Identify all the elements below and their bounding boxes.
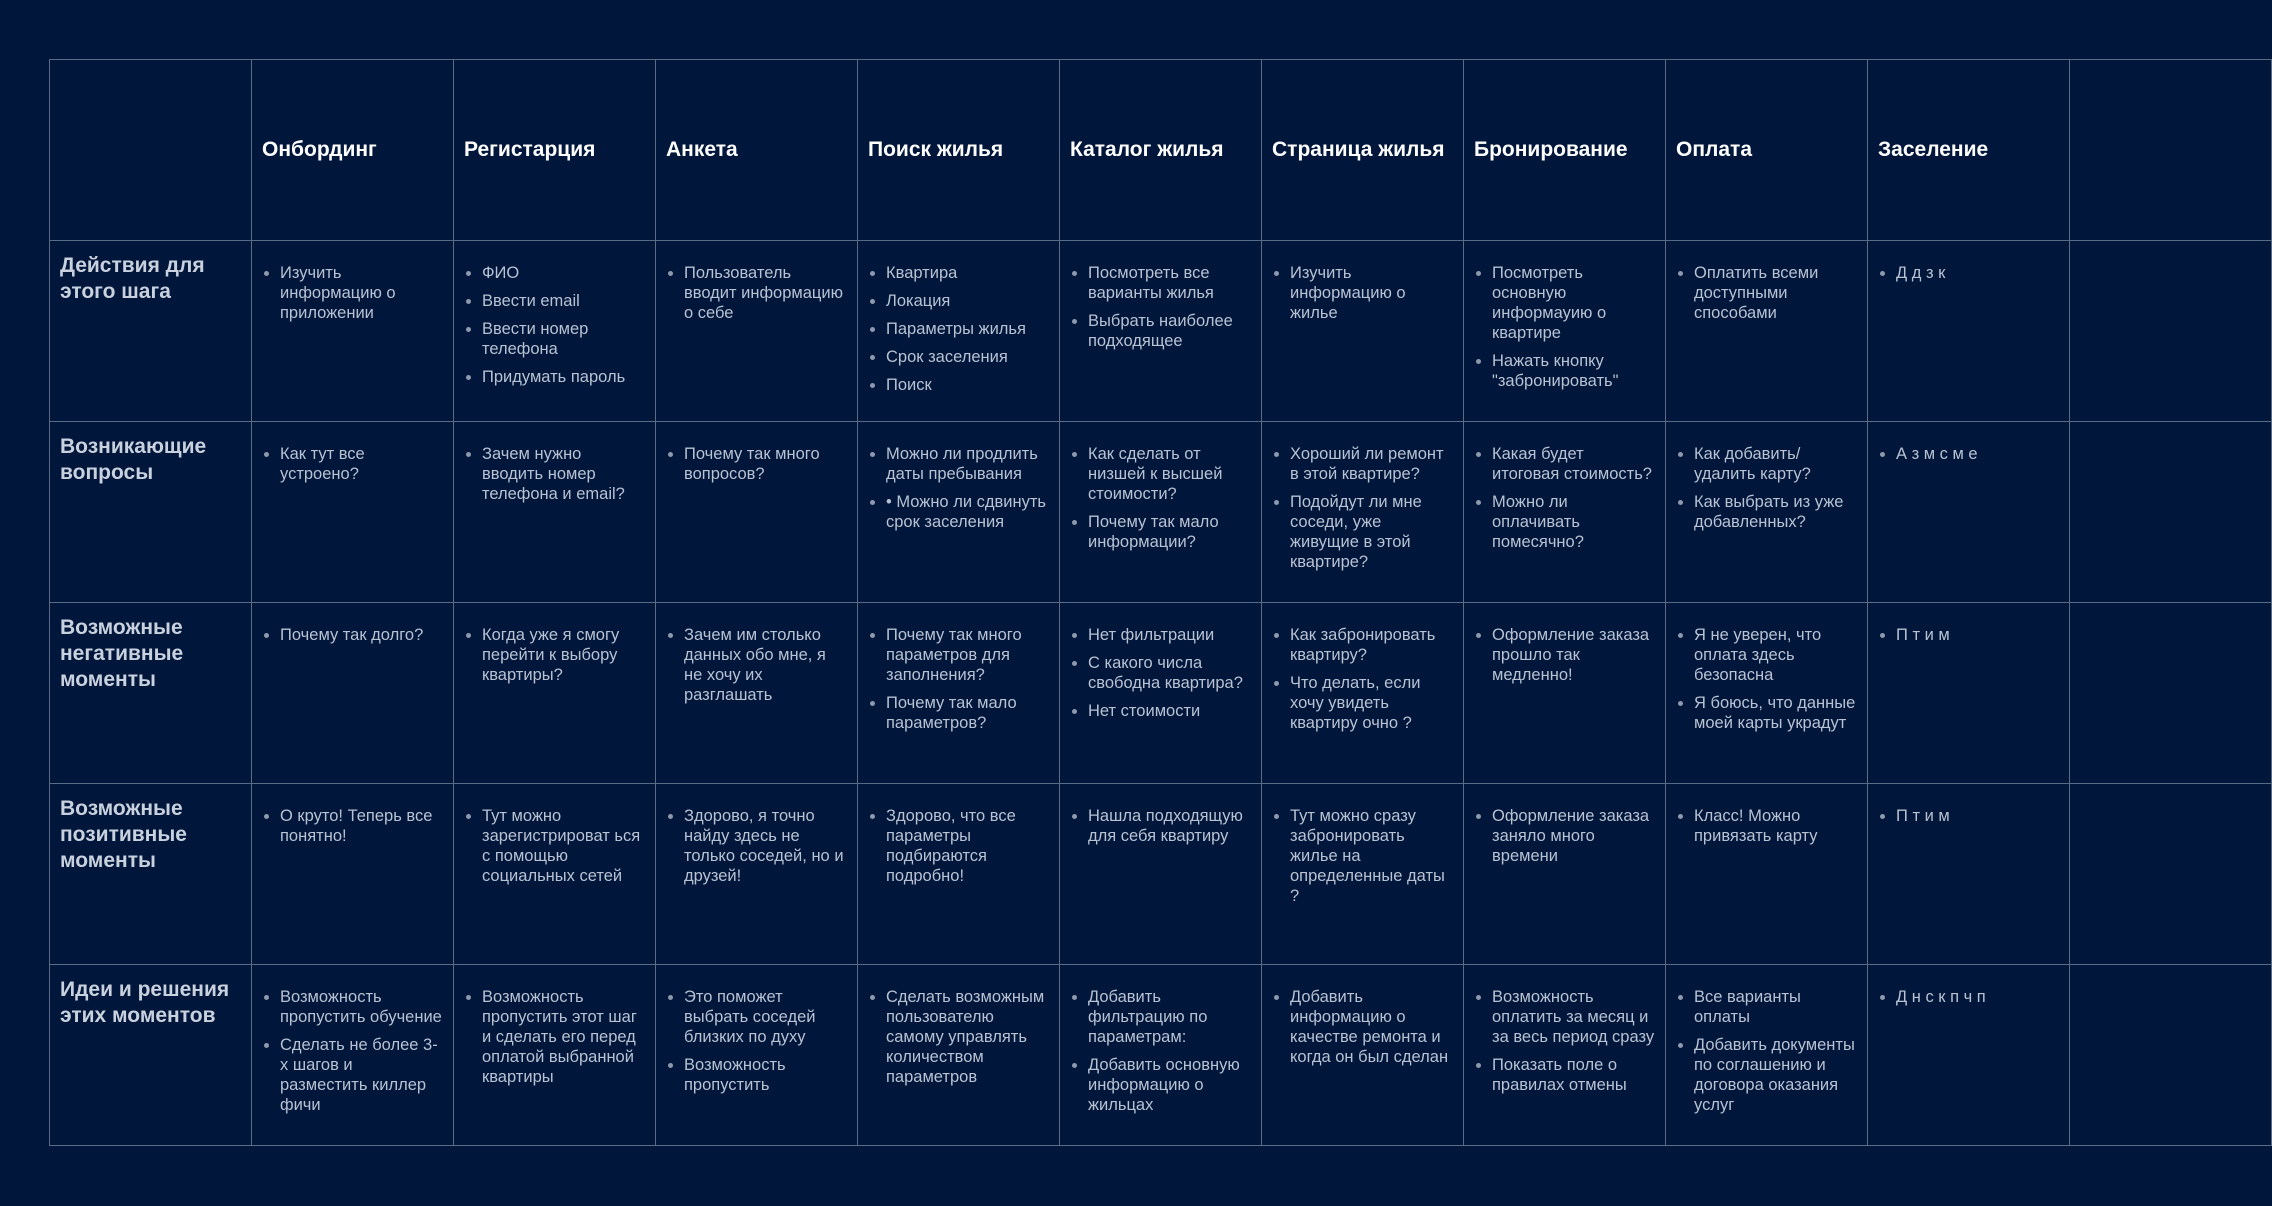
cell-list (1272, 263, 1453, 323)
journey-cell (656, 422, 858, 603)
journey-cell (454, 784, 656, 965)
list-item: Пользователь вводит информацию о себе (666, 263, 847, 323)
list-item: Параметры жилья (868, 319, 1049, 339)
journey-cell (1868, 422, 2070, 603)
journey-cell (858, 241, 1060, 422)
cell-list (1878, 987, 2059, 1007)
cell-list (1676, 263, 1857, 323)
list-item: Локация (868, 291, 1049, 311)
list-item: Посмотреть основную информауию о квартире (1474, 263, 1655, 343)
list-item: Как выбрать из уже добавленных? (1676, 492, 1857, 532)
row-header: Возможные негативные моменты (50, 603, 252, 784)
list-item: Срок заселения (868, 347, 1049, 367)
list-item: Посмотреть все варианты жилья (1070, 263, 1251, 303)
cell-list (1878, 806, 2059, 826)
row-header: Возникающие вопросы (50, 422, 252, 603)
list-item: Изучить информацию о приложении (262, 263, 443, 323)
journey-cell (1666, 603, 1868, 784)
row-header: Идеи и решения этих моментов (50, 965, 252, 1146)
corner-cell (50, 60, 252, 241)
list-item: Добавить фильтрацию по параметрам: (1070, 987, 1251, 1047)
list-item: Как сделать от низшей к высшей стоимости? (1070, 444, 1251, 504)
list-item: Как тут все устроено? (262, 444, 443, 484)
list-item: Почему так долго? (262, 625, 443, 645)
journey-cell (454, 965, 656, 1146)
journey-cell (1464, 241, 1666, 422)
cell-list (1272, 987, 1453, 1067)
list-item: Квартира (868, 263, 1049, 283)
list-item: Оформление заказа прошло так медленно! (1474, 625, 1655, 685)
cell-list (1878, 625, 2059, 645)
list-item: Здорово, я точно найду здесь не только соседей, но и друзей! (666, 806, 847, 886)
list-item: Показать поле о правилах отмены (1474, 1055, 1655, 1095)
cell-list (1676, 444, 1857, 532)
row-header: Возможные позитивные моменты (50, 784, 252, 965)
cell-list (1474, 806, 1655, 866)
list-item: Д д з к (1878, 263, 2059, 283)
list-item: ФИО (464, 263, 645, 283)
list-item: Возможность пропустить этот шаг и сделать его перед оплатой выбранной квартиры (464, 987, 645, 1087)
cell-list (1878, 263, 2059, 283)
list-item: Тут можно зарегистрироват ься с помощью социальных сетей (464, 806, 645, 886)
cell-list (1878, 444, 2059, 464)
cell-list (868, 987, 1049, 1087)
list-item: Подойдут ли мне соседи, уже живущие в этой квартире? (1272, 492, 1453, 572)
journey-cell (858, 784, 1060, 965)
cell-list (262, 987, 443, 1115)
list-item: С какого числа свободна квартира? (1070, 653, 1251, 693)
cell-list (1676, 625, 1857, 733)
list-item: • Можно ли сдвинуть срок заселения (868, 492, 1049, 532)
cell-list (1070, 263, 1251, 351)
list-item: Почему так мало информации? (1070, 512, 1251, 552)
list-item: Здорово, что все параметры подбираются подробно! (868, 806, 1049, 886)
journey-cell (2070, 784, 2272, 965)
journey-cell (1666, 965, 1868, 1146)
list-item: Класс! Можно привязать карту (1676, 806, 1857, 846)
journey-cell (1060, 965, 1262, 1146)
list-item: П т и м (1878, 625, 2059, 645)
cell-list (868, 625, 1049, 733)
list-item: Возможность пропустить (666, 1055, 847, 1095)
journey-cell (858, 603, 1060, 784)
list-item: П т и м (1878, 806, 2059, 826)
journey-cell (1868, 241, 2070, 422)
journey-cell (1060, 784, 1262, 965)
list-item: Зачем нужно вводить номер телефона и email? (464, 444, 645, 504)
list-item: Придумать пароль (464, 367, 645, 387)
cell-list (666, 625, 847, 705)
journey-cell (454, 422, 656, 603)
list-item: Добавить основную информацию о жильцах (1070, 1055, 1251, 1115)
journey-cell (656, 965, 858, 1146)
journey-cell (1262, 965, 1464, 1146)
list-item: Добавить информацию о качестве ремонта и когда он был сделан (1272, 987, 1453, 1067)
list-item: Сделать возможным пользователю самому управлять количеством параметров (868, 987, 1049, 1087)
list-item: Я не уверен, что оплата здесь безопасна (1676, 625, 1857, 685)
journey-cell (1666, 241, 1868, 422)
cell-list (1272, 625, 1453, 733)
journey-cell (1868, 965, 2070, 1146)
journey-cell (252, 965, 454, 1146)
list-item: Это поможет выбрать соседей близких по духу (666, 987, 847, 1047)
journey-cell (2070, 422, 2272, 603)
list-item: Можно ли оплачивать помесячно? (1474, 492, 1655, 552)
list-item: Нашла подходящую для себя квартиру (1070, 806, 1251, 846)
journey-cell (2070, 241, 2272, 422)
list-item: Добавить документы по соглашению и договора оказания услуг (1676, 1035, 1857, 1115)
journey-cell (1464, 784, 1666, 965)
journey-cell (1666, 784, 1868, 965)
list-item: Изучить информацию о жилье (1272, 263, 1453, 323)
journey-cell (1868, 603, 2070, 784)
cell-list (868, 806, 1049, 886)
stage-header: Страница жилья (1262, 60, 1464, 241)
cell-list (262, 625, 443, 645)
list-item: О круто! Теперь все понятно! (262, 806, 443, 846)
list-item: Что делать, если хочу увидеть квартиру очно ? (1272, 673, 1453, 733)
stage-header: Заселение (1868, 60, 2070, 241)
cell-list (666, 444, 847, 484)
list-item: Д н с к п ч п (1878, 987, 2059, 1007)
journey-cell (1262, 422, 1464, 603)
list-item: Сделать не более 3-х шагов и разместить киллер фичи (262, 1035, 443, 1115)
stage-header: Оплата (1666, 60, 1868, 241)
journey-cell (252, 422, 454, 603)
journey-cell (2070, 965, 2272, 1146)
cell-list (262, 444, 443, 484)
journey-cell (656, 241, 858, 422)
list-item: А з м с м е (1878, 444, 2059, 464)
cell-list (262, 263, 443, 323)
journey-cell (858, 422, 1060, 603)
journey-cell (1262, 603, 1464, 784)
journey-cell (1262, 784, 1464, 965)
cell-list (1474, 625, 1655, 685)
list-item: Почему так много параметров для заполнения? (868, 625, 1049, 685)
cell-list (666, 263, 847, 323)
list-item: Почему так много вопросов? (666, 444, 847, 484)
journey-cell (454, 241, 656, 422)
row-header: Действия для этого шага (50, 241, 252, 422)
list-item: Хороший ли ремонт в этой квартире? (1272, 444, 1453, 484)
list-item: Оплатить всеми доступными способами (1676, 263, 1857, 323)
list-item: Нет фильтрации (1070, 625, 1251, 645)
stage-header: Бронирование (1464, 60, 1666, 241)
cell-list (1070, 625, 1251, 721)
cell-list (464, 625, 645, 685)
journey-cell (252, 784, 454, 965)
cell-list (1272, 444, 1453, 572)
cell-list (262, 806, 443, 846)
cell-list (868, 263, 1049, 395)
stage-header: Анкета (656, 60, 858, 241)
journey-cell (252, 603, 454, 784)
cell-list (1070, 987, 1251, 1115)
stage-header: Поиск жилья (858, 60, 1060, 241)
cell-list (1272, 806, 1453, 906)
journey-cell (1060, 603, 1262, 784)
cell-list (1676, 806, 1857, 846)
journey-cell (252, 241, 454, 422)
list-item: Ввести номер телефона (464, 319, 645, 359)
cell-list (464, 987, 645, 1087)
cell-list (1676, 987, 1857, 1115)
list-item: Какая будет итоговая стоимость? (1474, 444, 1655, 484)
list-item: Нет стоимости (1070, 701, 1251, 721)
journey-cell (1060, 422, 1262, 603)
stage-header: Онбординг (252, 60, 454, 241)
cell-list (666, 987, 847, 1095)
journey-cell (1666, 422, 1868, 603)
cell-list (868, 444, 1049, 532)
list-item: Как забронировать квартиру? (1272, 625, 1453, 665)
cell-list (666, 806, 847, 886)
customer-journey-map (49, 59, 2272, 1146)
stage-header: Каталог жилья (1060, 60, 1262, 241)
stage-header (2070, 60, 2272, 241)
list-item: Как добавить/ удалить карту? (1676, 444, 1857, 484)
journey-cell (2070, 603, 2272, 784)
cell-list (1474, 987, 1655, 1095)
list-item: Я боюсь, что данные моей карты украдут (1676, 693, 1857, 733)
list-item: Ввести email (464, 291, 645, 311)
journey-cell (454, 603, 656, 784)
list-item: Нажать кнопку "забронировать" (1474, 351, 1655, 391)
list-item: Поиск (868, 375, 1049, 395)
journey-cell (858, 965, 1060, 1146)
list-item: Когда уже я смогу перейти к выбору квартиры? (464, 625, 645, 685)
journey-cell (1060, 241, 1262, 422)
journey-cell (1464, 422, 1666, 603)
journey-cell (1262, 241, 1464, 422)
cell-list (464, 444, 645, 504)
list-item: Тут можно сразу забронировать жилье на определенные даты ? (1272, 806, 1453, 906)
list-item: Зачем им столько данных обо мне, я не хочу их разглашать (666, 625, 847, 705)
list-item: Почему так мало параметров? (868, 693, 1049, 733)
list-item: Выбрать наиболее подходящее (1070, 311, 1251, 351)
journey-cell (656, 603, 858, 784)
journey-cell (1868, 784, 2070, 965)
cell-list (1474, 263, 1655, 391)
cell-list (464, 263, 645, 387)
list-item: Возможность оплатить за месяц и за весь период сразу (1474, 987, 1655, 1047)
journey-cell (1464, 965, 1666, 1146)
journey-cell (1464, 603, 1666, 784)
cell-list (464, 806, 645, 886)
list-item: Можно ли продлить даты пребывания (868, 444, 1049, 484)
cell-list (1474, 444, 1655, 552)
list-item: Все варианты оплаты (1676, 987, 1857, 1027)
cell-list (1070, 444, 1251, 552)
cell-list (1070, 806, 1251, 846)
stage-header: Регистарция (454, 60, 656, 241)
journey-cell (656, 784, 858, 965)
list-item: Оформление заказа заняло много времени (1474, 806, 1655, 866)
list-item: Возможность пропустить обучение (262, 987, 443, 1027)
